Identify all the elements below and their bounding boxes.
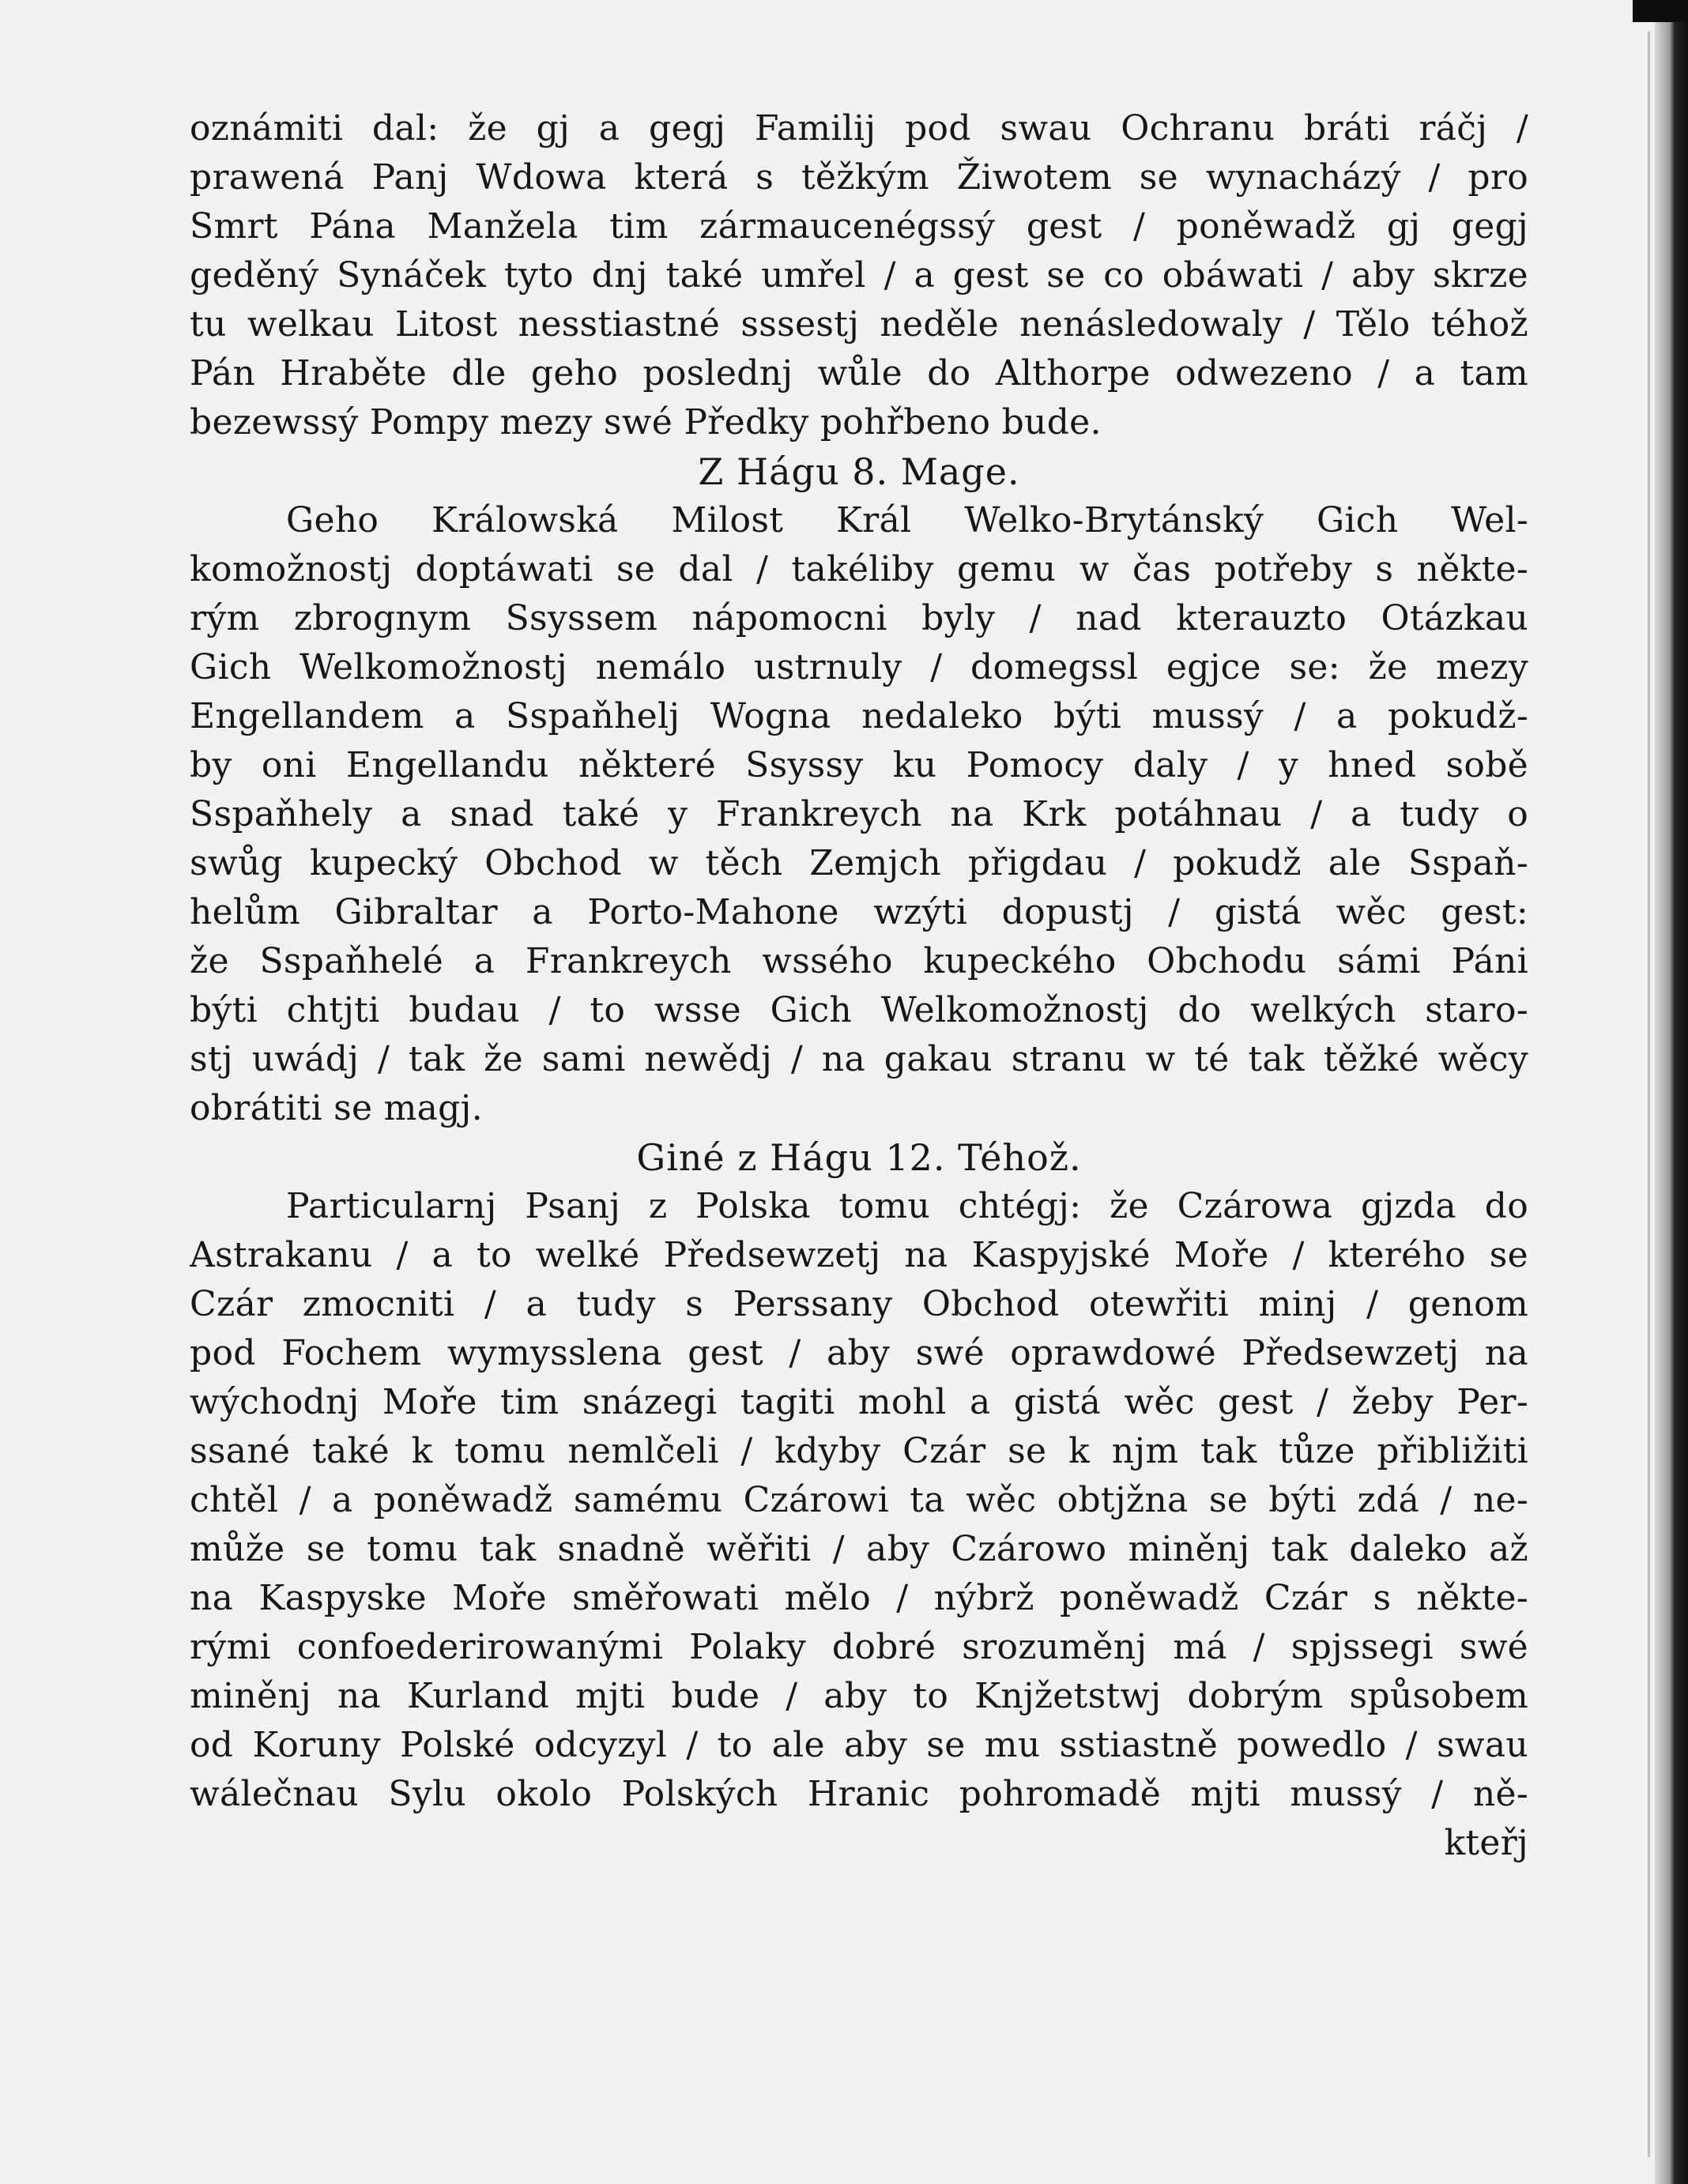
text-line: ssané také k tomu nemlčeli / kdyby Czár se k njm tak tůze přibližiti: [190, 1431, 1528, 1471]
corner-mark: [1633, 0, 1688, 22]
text-line: rým zbrognym Ssyssem nápomocni byly / nad kterauzto Otázkau: [190, 598, 1528, 638]
text-line: stj uwádj / tak že sami newědj / na gakau stranu w té tak těžké wěcy: [190, 1039, 1528, 1079]
text-line: komožnostj doptáwati se dal / takéliby gemu w čas potřeby s někte-: [190, 549, 1528, 589]
text-line: Engellandem a Sspaňhelj Wogna nedaleko býti mussý / a pokudž-: [190, 696, 1528, 736]
document-text: [190, 104, 1528, 1868]
text-line: Astrakanu / a to welké Předsewzetj na Kaspyjské Moře / kterého se: [190, 1235, 1528, 1275]
text-line: Smrt Pána Manžela tim zármaucenégssý gest / poněwadž gj gegj: [190, 206, 1528, 247]
text-line: Geho Králowská Milost Král Welko-Brytánský Gich Wel-: [286, 500, 1528, 540]
text-line: helům Gibraltar a Porto-Mahone wzýti dopustj / gistá wěc gest:: [190, 892, 1528, 932]
text-line: Particularnj Psanj z Polska tomu chtégj: že Czárowa gjzda do: [286, 1186, 1528, 1226]
text-line: obrátiti se magj.: [190, 1088, 483, 1128]
paragraph-1: [190, 104, 1528, 447]
text-line: pod Fochem wymysslena gest / aby swé oprawdowé Předsewzetj na: [190, 1333, 1528, 1373]
text-line: prawená Panj Wdowa která s těžkým Žiwotem se wynacházý / pro: [190, 157, 1528, 198]
heading-hague-8: Z Hágu 8. Mage.: [698, 450, 1020, 493]
text-line: Pán Hraběte dle geho poslednj wůle do Althorpe odwezeno / a tam: [190, 353, 1528, 393]
paragraph-2: [190, 496, 1528, 1133]
text-line: oznámiti dal: že gj a gegj Familij pod swau Ochranu bráti ráčj /: [190, 108, 1528, 149]
text-line: tu welkau Litost nesstiastné sssestj neděle nenásledowaly / Tělo téhož: [190, 304, 1528, 345]
page-edge-line: [1648, 32, 1650, 2157]
text-line: bezewssý Pompy mezy swé Předky pohřbeno bude.: [190, 402, 1102, 442]
text-line: Gich Welkomožnostj nemálo ustrnuly / domegssl egjce se: že mezy: [190, 647, 1528, 687]
text-line: Sspaňhely a snad také y Frankreych na Krk potáhnau / a tudy o: [190, 794, 1528, 834]
heading-hague-12: Giné z Hágu 12. Téhož.: [636, 1136, 1082, 1179]
text-line: že Sspaňhelé a Frankreych wssého kupeckého Obchodu sámi Páni: [190, 941, 1528, 981]
text-line: miněnj na Kurland mjti bude / aby to Knjžetstwj dobrým spůsobem: [190, 1676, 1528, 1716]
text-line: býti chtjti budau / to wsse Gich Welkomožnostj do welkých staro-: [190, 990, 1528, 1030]
text-line: od Koruny Polské odcyzyl / to ale aby se mu sstiastně powedlo / swau: [190, 1725, 1528, 1765]
text-line: chtěl / a poněwadž samému Czárowi ta wěc obtjžna se býti zdá / ne-: [190, 1480, 1528, 1520]
text-line: by oni Engellandu některé Ssyssy ku Pomocy daly / y hned sobě: [190, 745, 1528, 785]
text-line: wálečnau Sylu okolo Polských Hranic pohromadě mjti mussý / ně-: [190, 1774, 1528, 1814]
paragraph-3: [190, 1182, 1528, 1819]
catchword: kteřj: [1444, 1823, 1528, 1863]
text-line: swůg kupecký Obchod w těch Zemjch přigdau / pokudž ale Sspaň-: [190, 843, 1528, 883]
book-edge-shadow: [1655, 0, 1688, 2184]
text-line: Czár zmocniti / a tudy s Perssany Obchod otewřiti minj / genom: [190, 1284, 1528, 1324]
text-line: wýchodnj Moře tim snázegi tagiti mohl a gistá wěc gest / žeby Per-: [190, 1382, 1528, 1422]
text-line: rými confoederirowanými Polaky dobré srozuměnj má / spjssegi swé: [190, 1627, 1528, 1667]
text-line: geděný Synáček tyto dnj také umřel / a gest se co obáwati / aby skrze: [190, 255, 1528, 296]
text-line: může se tomu tak snadně wěřiti / aby Czárowo miněnj tak daleko až: [190, 1529, 1528, 1569]
text-line: na Kaspyske Moře směřowati mělo / nýbrž poněwadž Czár s někte-: [190, 1578, 1528, 1618]
